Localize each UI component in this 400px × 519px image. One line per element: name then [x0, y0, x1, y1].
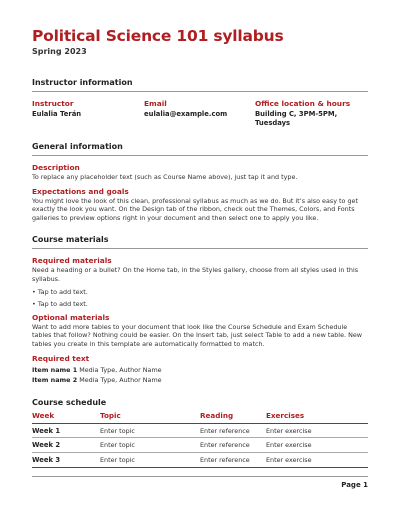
table-cell[interactable]: Enter reference [200, 423, 266, 438]
description-text[interactable]: To replace any placeholder text (such as Course Name above), just tap it and type. [32, 173, 298, 181]
column-header-exercises[interactable]: Exercises [266, 411, 368, 424]
document-subtitle[interactable]: Spring 2023 [32, 47, 87, 56]
instructor-heading[interactable]: Instructor information [32, 78, 133, 87]
bullet-item[interactable] [32, 288, 368, 297]
materials-heading[interactable]: Course materials [32, 235, 109, 245]
office-label[interactable]: Office location & hours [255, 99, 351, 108]
bullet-text: Tap to add text. [37, 287, 88, 296]
schedule-table [32, 411, 368, 468]
general-heading[interactable]: General information [32, 142, 123, 151]
expectations-heading[interactable]: Expectations and goals [32, 186, 129, 196]
table-cell[interactable]: Enter exercise [266, 438, 368, 453]
table-cell[interactable]: Enter exercise [266, 452, 368, 467]
text-item[interactable] [32, 376, 368, 385]
table-header-row [32, 411, 368, 424]
instructor-label[interactable]: Instructor [32, 99, 74, 108]
schedule-section [32, 397, 368, 468]
required-materials-heading[interactable]: Required materials [32, 256, 112, 266]
table-cell[interactable]: Enter reference [200, 438, 266, 453]
required-text-heading[interactable]: Required text [32, 353, 90, 363]
section-divider [32, 91, 368, 92]
table-cell[interactable]: Week 1 [32, 423, 100, 438]
page-number: Page 1 [341, 481, 368, 489]
table-cell[interactable]: Week 2 [32, 438, 100, 453]
item-detail: Media Type, Author Name [79, 365, 162, 374]
table-cell[interactable]: Enter exercise [266, 423, 368, 438]
bullet-icon: • [32, 287, 38, 296]
materials-section [32, 234, 368, 384]
office-column [255, 99, 367, 128]
email-column [144, 99, 255, 128]
instructor-grid [32, 99, 368, 128]
bullet-text: Tap to add text. [37, 300, 88, 309]
table-row [32, 452, 368, 467]
table-row [32, 438, 368, 453]
instructor-section [32, 77, 368, 128]
description-heading[interactable]: Description [32, 163, 80, 172]
general-section [32, 141, 368, 222]
table-cell[interactable]: Enter topic [100, 423, 200, 438]
table-cell[interactable]: Enter topic [100, 438, 200, 453]
table-row [32, 423, 368, 438]
column-header-week[interactable]: Week [32, 411, 100, 424]
expectations-text[interactable]: You might love the look of this clean, professional syllabus as much as we do. But it’s also easy to get exactly the look you want. On the Design tab of the ribbon, check out the Themes, Colors, and Fonts galleries to preview options right in your document and then select one to apply you like. [32, 196, 358, 222]
optional-materials-text[interactable]: Want to add more tables to your document that look like the Course Schedule and Exam Schedule tables that follow? Nothing could be easier. On the Insert tab, just select Table to add a new table. New tables you create in this template are automatically formatted to match. [32, 322, 363, 348]
bullet-icon: • [32, 300, 38, 309]
optional-materials-heading[interactable]: Optional materials [32, 312, 110, 322]
column-header-topic[interactable]: Topic [100, 411, 200, 424]
schedule-heading[interactable]: Course schedule [32, 397, 107, 407]
text-item[interactable] [32, 366, 368, 375]
footer-divider [32, 476, 368, 477]
document-title[interactable]: Political Science 101 syllabus [32, 27, 284, 45]
item-name: Item name 1 [32, 365, 78, 374]
email-value[interactable]: eulalia@example.com [144, 110, 228, 118]
section-divider [32, 155, 368, 156]
item-name: Item name 2 [32, 376, 78, 385]
table-cell[interactable]: Enter reference [200, 452, 266, 467]
bullet-item[interactable] [32, 300, 368, 309]
table-cell[interactable]: Enter topic [100, 452, 200, 467]
column-header-reading[interactable]: Reading [200, 411, 266, 424]
section-divider [32, 248, 368, 249]
instructor-column [32, 99, 144, 128]
required-materials-text[interactable]: Need a heading or a bullet? On the Home tab, in the Styles gallery, choose from all styles used in this syllabus. [32, 266, 359, 283]
office-value[interactable]: Building C, 3PM-5PM, Tuesdays [255, 110, 338, 127]
table-cell[interactable]: Week 3 [32, 452, 100, 467]
item-detail: Media Type, Author Name [79, 376, 162, 385]
email-label[interactable]: Email [144, 99, 167, 108]
instructor-name[interactable]: Eulalia Terán [32, 110, 82, 118]
